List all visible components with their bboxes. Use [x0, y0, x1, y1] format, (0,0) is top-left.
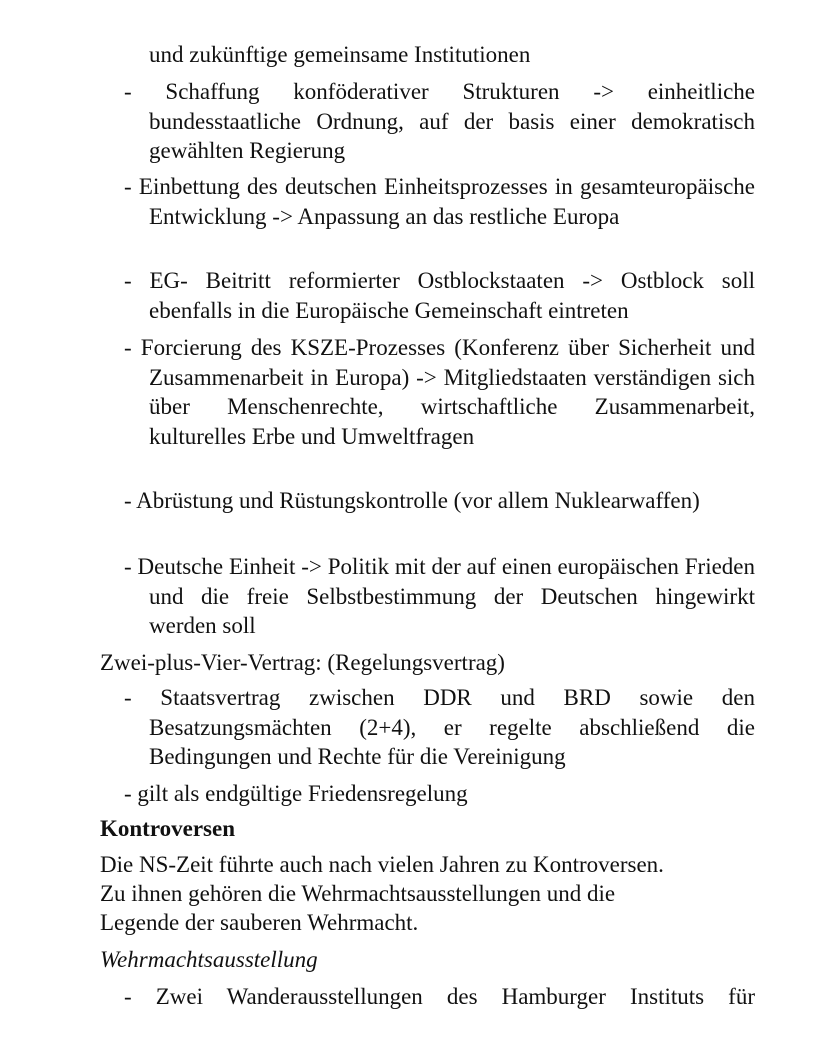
bullet-deutsche-einheit: - Deutsche Einheit -> Politik mit der auf einen europäischen Frieden und die freie Selbstbestimmung der Deutschen hingewirkt werden soll: [124, 554, 755, 638]
bullet-wanderausstellungen: - Zwei Wanderausstellungen des Hamburger Instituts für: [124, 984, 755, 1009]
bullet-friedensregelung: - gilt als endgültige Friedensregelung: [124, 781, 468, 806]
bullet-einbettung: - Einbettung des deutschen Einheitsprozesses in gesamteuropäische Entwicklung -> Anpassung an das restliche Europa: [124, 174, 755, 229]
intro-line-2: Zu ihnen gehören die Wehrmachtsausstellungen und die: [100, 881, 616, 906]
intro-line-1: Die NS-Zeit führte auch nach vielen Jahren zu Kontroversen.: [100, 852, 664, 877]
bullet-ksze-prozess: - Forcierung des KSZE-Prozesses (Konferenz über Sicherheit und Zusammenarbeit in Europa) -> Mitgliedstaaten verständigen sich über Menschenrechte, wirtschaftliche Zusammenarbeit, kulturelles Erbe und Umweltfragen: [124, 335, 755, 449]
treaty-heading: Zwei-plus-Vier-Vertrag: (Regelungsvertrag): [100, 650, 505, 675]
intro-line-3: Legende der sauberen Wehrmacht.: [100, 910, 419, 935]
continuation-line: und zukünftige gemeinsame Institutionen: [149, 42, 531, 67]
bullet-eg-beitritt: - EG- Beitritt reformierter Ostblockstaaten -> Ostblock soll ebenfalls in die Europäische Gemeinschaft eintreten: [124, 268, 755, 323]
subheading: Wehrmachtsausstellung: [100, 947, 318, 972]
section-heading: Kontroversen: [100, 816, 236, 841]
bullet-abruestung: - Abrüstung und Rüstungskontrolle (vor allem Nuklearwaffen): [124, 488, 700, 513]
bullet-konfoederative-strukturen: - Schaffung konföderativer Strukturen -> einheitliche bundesstaatliche Ordnung, auf der basis einer demokratisch gewählten Regierung: [124, 79, 755, 163]
bullet-staatsvertrag: - Staatsvertrag zwischen DDR und BRD sowie den Besatzungsmächten (2+4), er regelte abschließend die Bedingungen und Rechte für die Vereinigung: [124, 685, 755, 769]
